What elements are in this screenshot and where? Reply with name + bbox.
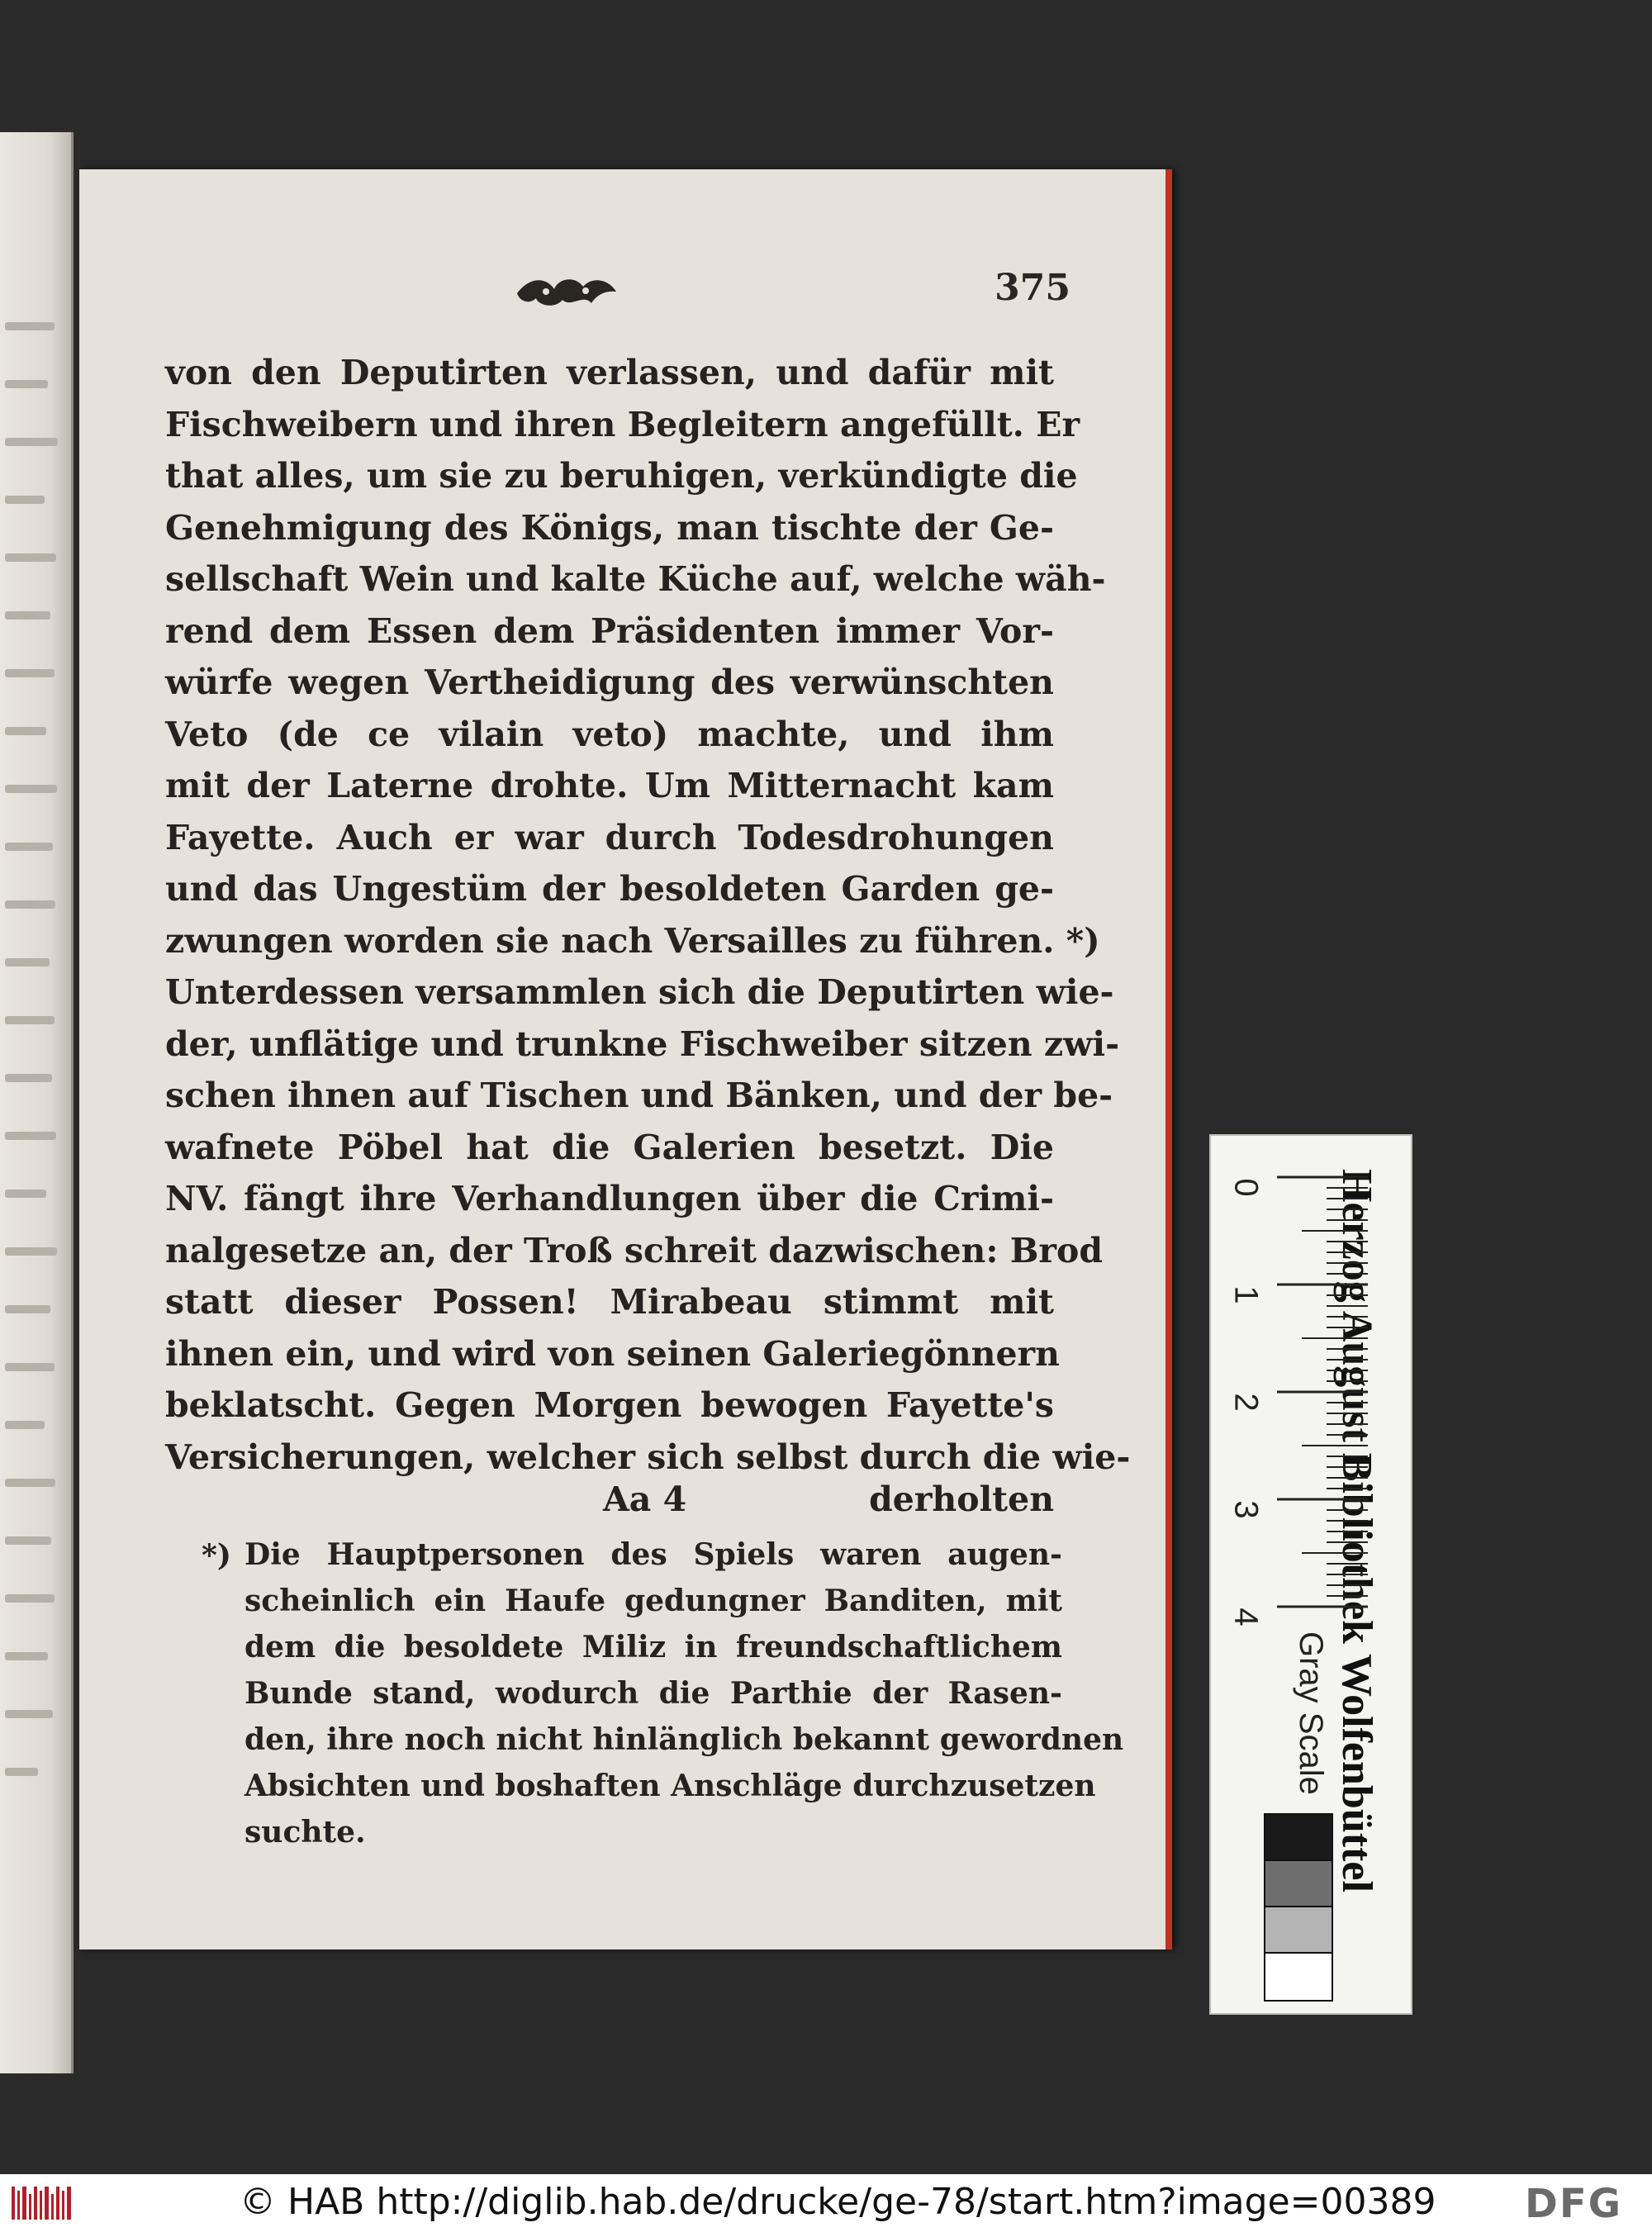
text-line: Fayette. Auch er war durch Todesdrohungen xyxy=(165,817,1054,857)
text-line: ihnen ein, und wird von seinen Galeriegönnern xyxy=(165,1333,1060,1374)
ruler-number: 1 xyxy=(1227,1285,1265,1304)
text-line: Genehmigung des Königs, man tischte der Ge- xyxy=(165,507,1054,548)
page-number: 375 xyxy=(995,267,1070,309)
prev-page-text-fragment xyxy=(5,322,55,330)
ruler-number: 4 xyxy=(1227,1608,1265,1627)
prev-page-text-fragment xyxy=(5,1132,56,1140)
previous-page-edge xyxy=(0,132,74,2073)
prev-page-text-fragment xyxy=(5,1479,55,1487)
prev-page-text-fragment xyxy=(5,1016,55,1024)
text-line: that alles, um sie zu beruhigen, verkündigte die xyxy=(165,456,1078,496)
grayscale-swatch xyxy=(1264,1906,1333,1955)
ruler-number: 2 xyxy=(1227,1393,1265,1412)
text-line: Unterdessen versammlen sich die Deputirten wie- xyxy=(165,972,1114,1012)
prev-page-text-fragment xyxy=(5,1710,53,1718)
prev-page-text-fragment xyxy=(5,380,48,388)
ruler-ticks xyxy=(1269,1169,1368,1631)
text-line: und das Ungestüm der besoldeten Garden ge- xyxy=(165,869,1054,909)
ruler-number: 3 xyxy=(1227,1500,1265,1519)
grayscale-label: Gray Scale xyxy=(1293,1631,1329,1795)
text-line: Versicherungen, welcher sich selbst durch die wie- xyxy=(165,1437,1131,1477)
text-line: Veto (de ce vilain veto) machte, und ihm xyxy=(165,714,1054,754)
text-line: sellschaft Wein und kalte Küche auf, welche wäh- xyxy=(165,559,1106,599)
prev-page-text-fragment xyxy=(5,438,58,446)
footer-bar xyxy=(0,2174,1652,2232)
text-line: beklatscht. Gegen Morgen bewogen Fayette's xyxy=(165,1385,1054,1425)
text-line: nalgesetze an, der Troß schreit dazwischen: Brod xyxy=(165,1230,1104,1270)
barcode-icon xyxy=(10,2182,76,2224)
text-line: mit der Laterne drohte. Um Mitternacht kam xyxy=(165,766,1054,805)
prev-page-text-fragment xyxy=(5,900,55,909)
footnote-marker: *) xyxy=(202,1538,231,1573)
text-line: rend dem Essen dem Präsidenten immer Vor- xyxy=(165,610,1054,651)
catchword-row xyxy=(165,1475,1054,1524)
footnote-line: Die Hauptpersonen des Spiels waren augen- xyxy=(244,1537,1062,1572)
text-line: statt dieser Possen! Mirabeau stimmt mit xyxy=(165,1282,1054,1322)
prev-page-text-fragment xyxy=(5,496,45,504)
prev-page-text-fragment xyxy=(5,1247,57,1256)
grayscale-swatch xyxy=(1264,1813,1333,1863)
footnote-line: den, ihre noch nicht hinlänglich bekannt gewordnen xyxy=(244,1722,1124,1757)
footnote-line: Bunde stand, wodurch die Parthie der Rasen- xyxy=(244,1676,1062,1711)
footnote-line: dem die besoldete Miliz in freundschaftlichem xyxy=(244,1630,1062,1665)
prev-page-text-fragment xyxy=(5,611,50,620)
text-line: der, unflätige und trunkne Fischweiber sitzen zwi- xyxy=(165,1023,1120,1064)
text-line: Fischweibern und ihren Begleitern angefüllt. Er xyxy=(165,404,1080,444)
catchword: derholten xyxy=(869,1479,1054,1519)
prev-page-text-fragment xyxy=(5,1305,50,1313)
prev-page-text-fragment xyxy=(5,1652,48,1660)
signature-mark: Aa 4 xyxy=(603,1479,687,1519)
text-line: zwungen worden sie nach Versailles zu führen. *) xyxy=(165,920,1100,961)
prev-page-text-fragment xyxy=(5,1536,51,1545)
prev-page-text-fragment xyxy=(5,727,46,735)
text-line: wafnete Pöbel hat die Galerien besetzt. Die xyxy=(165,1127,1054,1167)
scale-ruler xyxy=(1209,1134,1412,2015)
prev-page-text-fragment xyxy=(5,958,50,966)
ruler-number: 0 xyxy=(1227,1178,1265,1197)
text-line: von den Deputirten verlassen, und dafür mit xyxy=(165,353,1054,392)
prev-page-text-fragment xyxy=(5,1768,38,1776)
text-line: würfe wegen Vertheidigung des verwünschten xyxy=(165,662,1054,702)
dfg-logo: DFG xyxy=(1525,2181,1623,2227)
footnote-line: Absichten und boshaften Anschläge durchzusetzen xyxy=(244,1769,1096,1803)
footer-credit: © HAB http://diglib.hab.de/drucke/ge-78/start.htm?image=00389 xyxy=(240,2181,1436,2223)
prev-page-text-fragment xyxy=(5,785,57,793)
prev-page-text-fragment xyxy=(5,843,53,851)
prev-page-text-fragment xyxy=(5,553,56,562)
prev-page-text-fragment xyxy=(5,1594,55,1603)
footnote-line: suchte. xyxy=(244,1815,366,1850)
text-line: schen ihnen auf Tischen und Bänken, und der be- xyxy=(165,1076,1113,1115)
prev-page-text-fragment xyxy=(5,1421,45,1429)
prev-page-text-fragment xyxy=(5,1074,52,1082)
footnote-line: scheinlich ein Haufe gedungner Banditen, mit xyxy=(244,1584,1062,1618)
printers-ornament-icon xyxy=(513,268,620,314)
prev-page-text-fragment xyxy=(5,1363,55,1371)
prev-page-text-fragment xyxy=(5,1190,46,1198)
grayscale-swatch xyxy=(1264,1952,1333,2002)
prev-page-text-fragment xyxy=(5,669,55,677)
text-line: NV. fängt ihre Verhandlungen über die Crimi- xyxy=(165,1179,1054,1218)
grayscale-swatch xyxy=(1264,1859,1333,1909)
ruler-institution-label: Herzog August Bibliothek Wolfenbüttel xyxy=(1333,1169,1380,1892)
book-page xyxy=(79,169,1172,1949)
